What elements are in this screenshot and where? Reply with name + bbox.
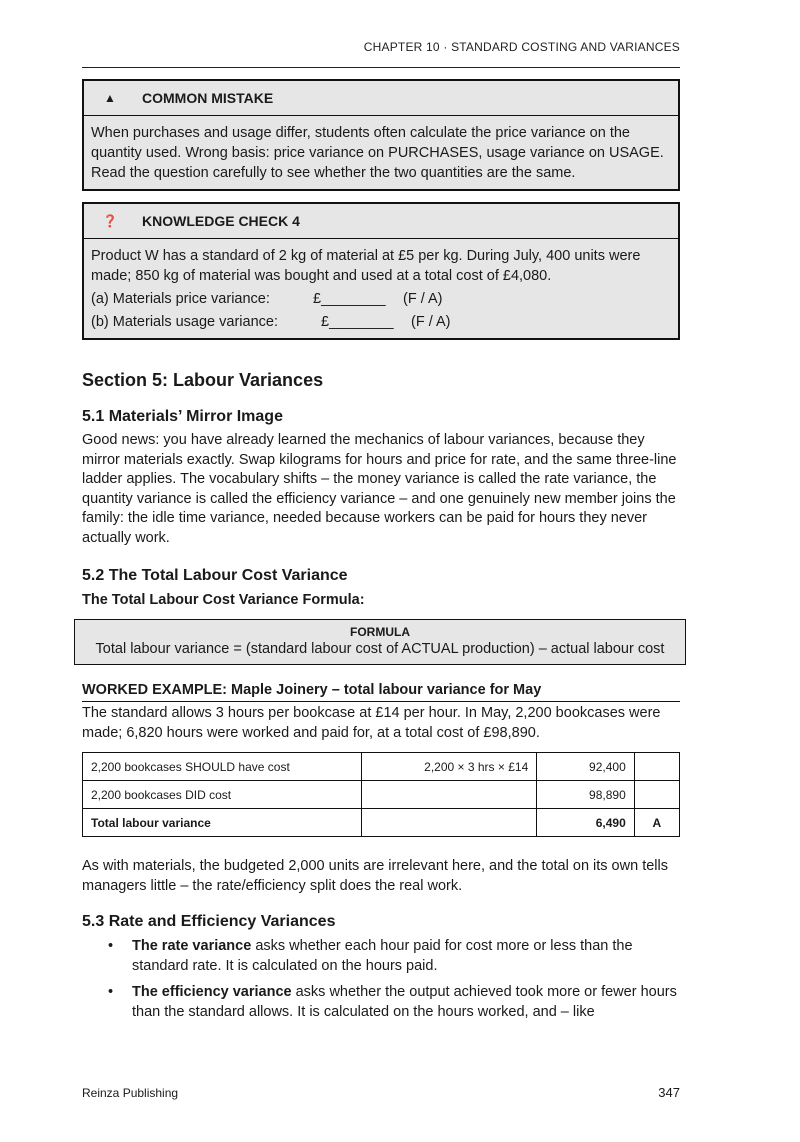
knowledge-check-box [82,202,680,340]
bullet-list [82,936,680,1028]
row-fa [634,781,679,809]
footer-publisher: Reinza Publishing [82,1086,179,1100]
common-mistake-box [82,79,680,191]
row-amount: 98,890 [537,781,634,809]
row-amount: 6,490 [537,809,634,837]
worked-example-body: The standard allows 3 hours per bookcase at £14 per hour. In May, 2,200 bookcases were made; 6,820 hours were worked and paid for, at a total cost of £98,890. [82,705,661,741]
section-title: Section 5: Labour Variances [82,370,324,390]
list-item [82,982,680,1022]
row-fa [634,753,679,781]
bullet-dot: • [108,984,114,1000]
header-rule [82,67,680,68]
question-circle-icon: ❓ [102,214,118,228]
kc-label: (a) Materials price variance: [91,291,270,307]
formula-subheading: The Total Labour Cost Variance Formula: [82,592,365,608]
heading-5-1: 5.1 Materials’ Mirror Image [82,408,283,425]
footer-page-number: 347 [658,1085,680,1100]
heading-5-3: 5.3 Rate and Efficiency Variances [82,913,336,930]
formula-text: Total labour variance = (standard labour cost of ACTUAL production) – actual labour cost [95,641,665,657]
row-fa: A [634,809,679,837]
row-calculation: 2,200 × 3 hrs × £14 [362,753,537,781]
running-head: CHAPTER 10 · STANDARD COSTING AND VARIANCES [363,40,680,54]
knowledge-check-question: Product W has a standard of 2 kg of material at £5 per kg. During July, 400 units were made; 850 kg of material was bought and used at a total cost of £4,080. [91,248,641,284]
table-row [83,753,680,781]
row-description: 2,200 bookcases DID cost [83,781,362,809]
worked-example-table [82,752,680,837]
kc-answer-blank[interactable]: £________ [313,291,386,307]
row-description: Total labour variance [83,809,362,837]
kc-line-b [91,312,671,332]
formula-box [74,619,686,665]
row-description: 2,200 bookcases SHOULD have cost [83,753,362,781]
table-row [83,781,680,809]
kc-label: (b) Materials usage variance: [91,314,278,330]
worked-example-title: WORKED EXAMPLE: Maple Joinery – total labour variance for May [82,682,680,702]
bullet-dot: • [108,938,114,954]
paragraph-after-example: As with materials, the budgeted 2,000 units are irrelevant here, and the total on its own tells managers little – the rate/efficiency split does the real work. [82,858,668,894]
common-mistake-body: When purchases and usage differ, students often calculate the price variance on the quantity used. Wrong basis: price variance on PURCHASES, usage variance on USAGE. Read the question carefully to see whether the two quantities are the same. [91,125,664,181]
bullet-term: The rate variance [132,938,252,954]
knowledge-check-body [84,239,678,338]
list-item [82,936,680,976]
knowledge-check-header [84,204,678,239]
heading-5-2: 5.2 The Total Labour Cost Variance [82,567,348,584]
common-mistake-title: COMMON MISTAKE [142,90,274,106]
kc-fa-choice: (F / A) [411,314,451,330]
paragraph-5-1: Good news: you have already learned the mechanics of labour variances, because they mirror materials exactly. Swap kilograms for hours and price for rate, and the same three-line ladder applies. The vocabulary shifts – the money variance is called the rate variance, the quantity variance is called the efficiency variance – and one genuinely new member joins the family: the idle time variance, needed because workers can be paid for hours they never actually work. [82,432,677,546]
row-calculation [362,809,537,837]
kc-answer-blank[interactable]: £________ [321,314,394,330]
bullet-text: asks whether the output achieved took more or fewer hours than the standard allows. It is calculated on the hours worked, and – like [132,984,677,1020]
table-row-total [83,809,680,837]
kc-line-a [91,289,671,309]
warning-triangle-icon: ▲ [104,91,116,105]
formula-label: FORMULA [350,625,410,639]
kc-fa-choice: (F / A) [403,291,443,307]
bullet-term: The efficiency variance [132,984,292,1000]
bullet-text: asks whether each hour paid for cost more or less than the standard rate. It is calculated on the hours paid. [132,938,633,974]
row-amount: 92,400 [537,753,634,781]
common-mistake-header [84,81,678,116]
row-calculation [362,781,537,809]
knowledge-check-title: KNOWLEDGE CHECK 4 [142,213,300,229]
